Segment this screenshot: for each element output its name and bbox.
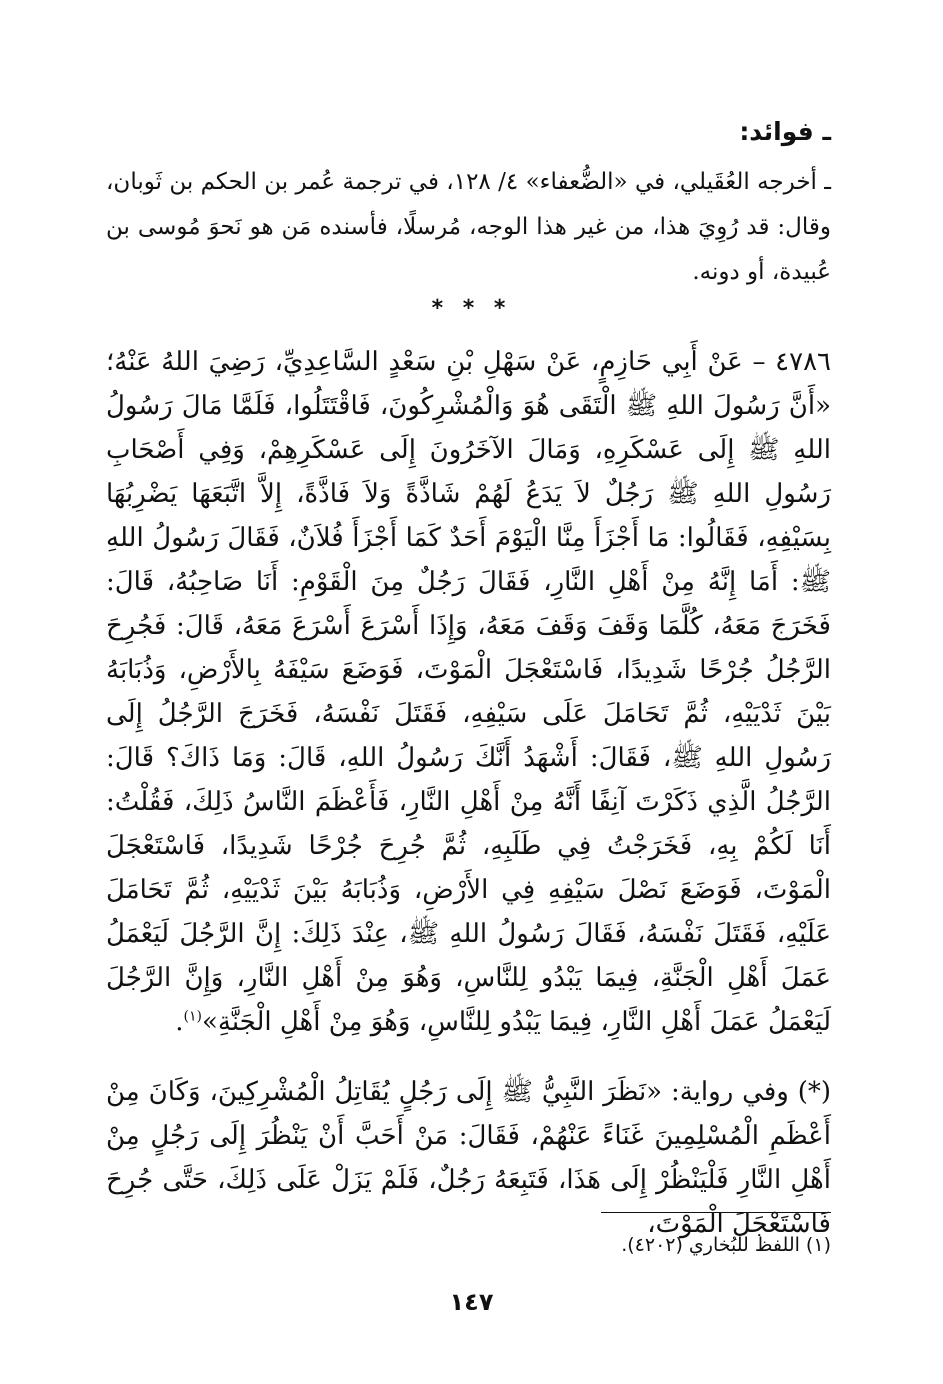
footnote-marker: (١) [183, 1008, 202, 1025]
fawaid-heading: ـ فوائد: [739, 117, 831, 146]
page-number: ١٤٧ [449, 1288, 494, 1316]
hadith-end: . [175, 1007, 184, 1037]
section-separator: * * * [431, 296, 512, 321]
hadith-paragraph [106, 340, 831, 1044]
section-heading [106, 112, 831, 152]
footnote [106, 1230, 831, 1260]
riwaya-text: (*) وفي رواية: «نَظَرَ النَّبِيُّ ﷺ إِلَى رَجُلٍ يُقَاتِلُ الْمُشْرِكِينَ، وَكَانَ مِنْ أَعْظَمِ الْمُسْلِمِينَ غَنَاءً عَنْهُمْ، فَقَالَ: مَنْ أَحَبَّ أَنْ يَنْظُرَ إِلَى رَجُلٍ مِنْ أَهْلِ النَّارِ فَلْيَنْظُرْ إِلَى هَذَا، فَتَبِعَهُ رَجُلٌ، فَلَمْ يَزَلْ عَلَى ذَلِكَ، حَتَّى جُرِحَ فَاسْتَعْجَلَ الْمَوْتَ، [106, 1077, 831, 1239]
hadith-text: ٤٧٨٦ – عَنْ أَبِي حَازِمٍ، عَنْ سَهْلِ بْنِ سَعْدٍ السَّاعِدِيِّ، رَضِيَ اللهُ عَنْهُ؛ «أَنَّ رَسُولَ اللهِ ﷺ الْتَقَى هُوَ وَالْمُشْرِكُونَ، فَاقْتَتَلُوا، فَلَمَّا مَالَ رَسُولُ اللهِ ﷺ إِلَى عَسْكَرِهِ، وَمَالَ الآخَرُونَ إِلَى عَسْكَرِهِمْ، وَفِي أَصْحَابِ رَسُولِ اللهِ ﷺ رَجُلٌ لاَ يَدَعُ لَهُمْ شَاذَّةً وَلاَ فَاذَّةً، إِلاَّ اتَّبَعَهَا يَضْرِبُهَا بِسَيْفِهِ، فَقَالُوا: مَا أَجْزَأَ مِنَّا الْيَوْمَ أَحَدٌ كَمَا أَجْزَأَ فُلاَنٌ، فَقَالَ رَسُولُ اللهِ ﷺ: أَمَا إِنَّهُ مِنْ أَهْلِ النَّارِ، فَقَالَ رَجُلٌ مِنَ الْقَوْمِ: أَنَا صَاحِبُهُ، قَالَ: فَخَرَجَ مَعَهُ، كُلَّمَا وَقَفَ وَقَفَ مَعَهُ، وَإِذَا أَسْرَعَ أَسْرَعَ مَعَهُ، قَالَ: فَجُرِحَ الرَّجُلُ جُرْحًا شَدِيدًا، فَاسْتَعْجَلَ الْمَوْتَ، فَوَضَعَ سَيْفَهُ بِالأَرْضِ، وَذُبَابَهُ بَيْنَ ثَدْيَيْهِ، ثُمَّ تَحَامَلَ عَلَى سَيْفِهِ، فَقَتَلَ نَفْسَهُ، فَخَرَجَ الرَّجُلُ إِلَى رَسُولِ اللهِ ﷺ، فَقَالَ: أَشْهَدُ أَنَّكَ رَسُولُ اللهِ، قَالَ: وَمَا ذَاكَ؟ قَالَ: الرَّجُلُ الَّذِي ذَكَرْتَ آنِفًا أَنَّهُ مِنْ أَهْلِ النَّارِ، فَأَعْظَمَ النَّاسُ ذَلِكَ، فَقُلْتُ: أَنَا لَكُمْ بِهِ، فَخَرَجْتُ فِي طَلَبِهِ، ثُمَّ جُرِحَ جُرْحًا شَدِيدًا، فَاسْتَعْجَلَ الْمَوْتَ، فَوَضَعَ نَصْلَ سَيْفِهِ فِي الأَرْضِ، وَذُبَابَهُ بَيْنَ ثَدْيَيْهِ، ثُمَّ تَحَامَلَ عَلَيْهِ، فَقَتَلَ نَفْسَهُ، فَقَالَ رَسُولُ اللهِ ﷺ، عِنْدَ ذَلِكَ: إِنَّ الرَّجُلَ لَيَعْمَلُ عَمَلَ أَهْلِ الْجَنَّةِ، فِيمَا يَبْدُو لِلنَّاسِ، وَهُوَ مِنْ أَهْلِ النَّارِ، وَإِنَّ الرَّجُلَ لَيَعْمَلُ عَمَلَ أَهْلِ النَّارِ، فِيمَا يَبْدُو لِلنَّاسِ، وَهُوَ مِنْ أَهْلِ الْجَنَّةِ» [106, 347, 831, 1037]
footnote-text: (١) اللفظ للبُخاري (٤٢٠٢). [621, 1234, 831, 1256]
riwaya-paragraph [106, 1070, 831, 1246]
fawaid-paragraph [106, 160, 831, 295]
footnote-divider [601, 1212, 831, 1213]
fawaid-text: ـ أخرجه العُقَيلي، في «الضُّعفاء» ٤/ ١٢٨، في ترجمة عُمر بن الحكم بن ثَوبان، وقال: قد رُوِيَ هذا، من غير هذا الوجه، مُرسلًا، فأسنده مَن هو نَحوَ مُوسى بن عُبيدة، أو دونه. [106, 169, 832, 285]
hadith-body [106, 340, 831, 1044]
